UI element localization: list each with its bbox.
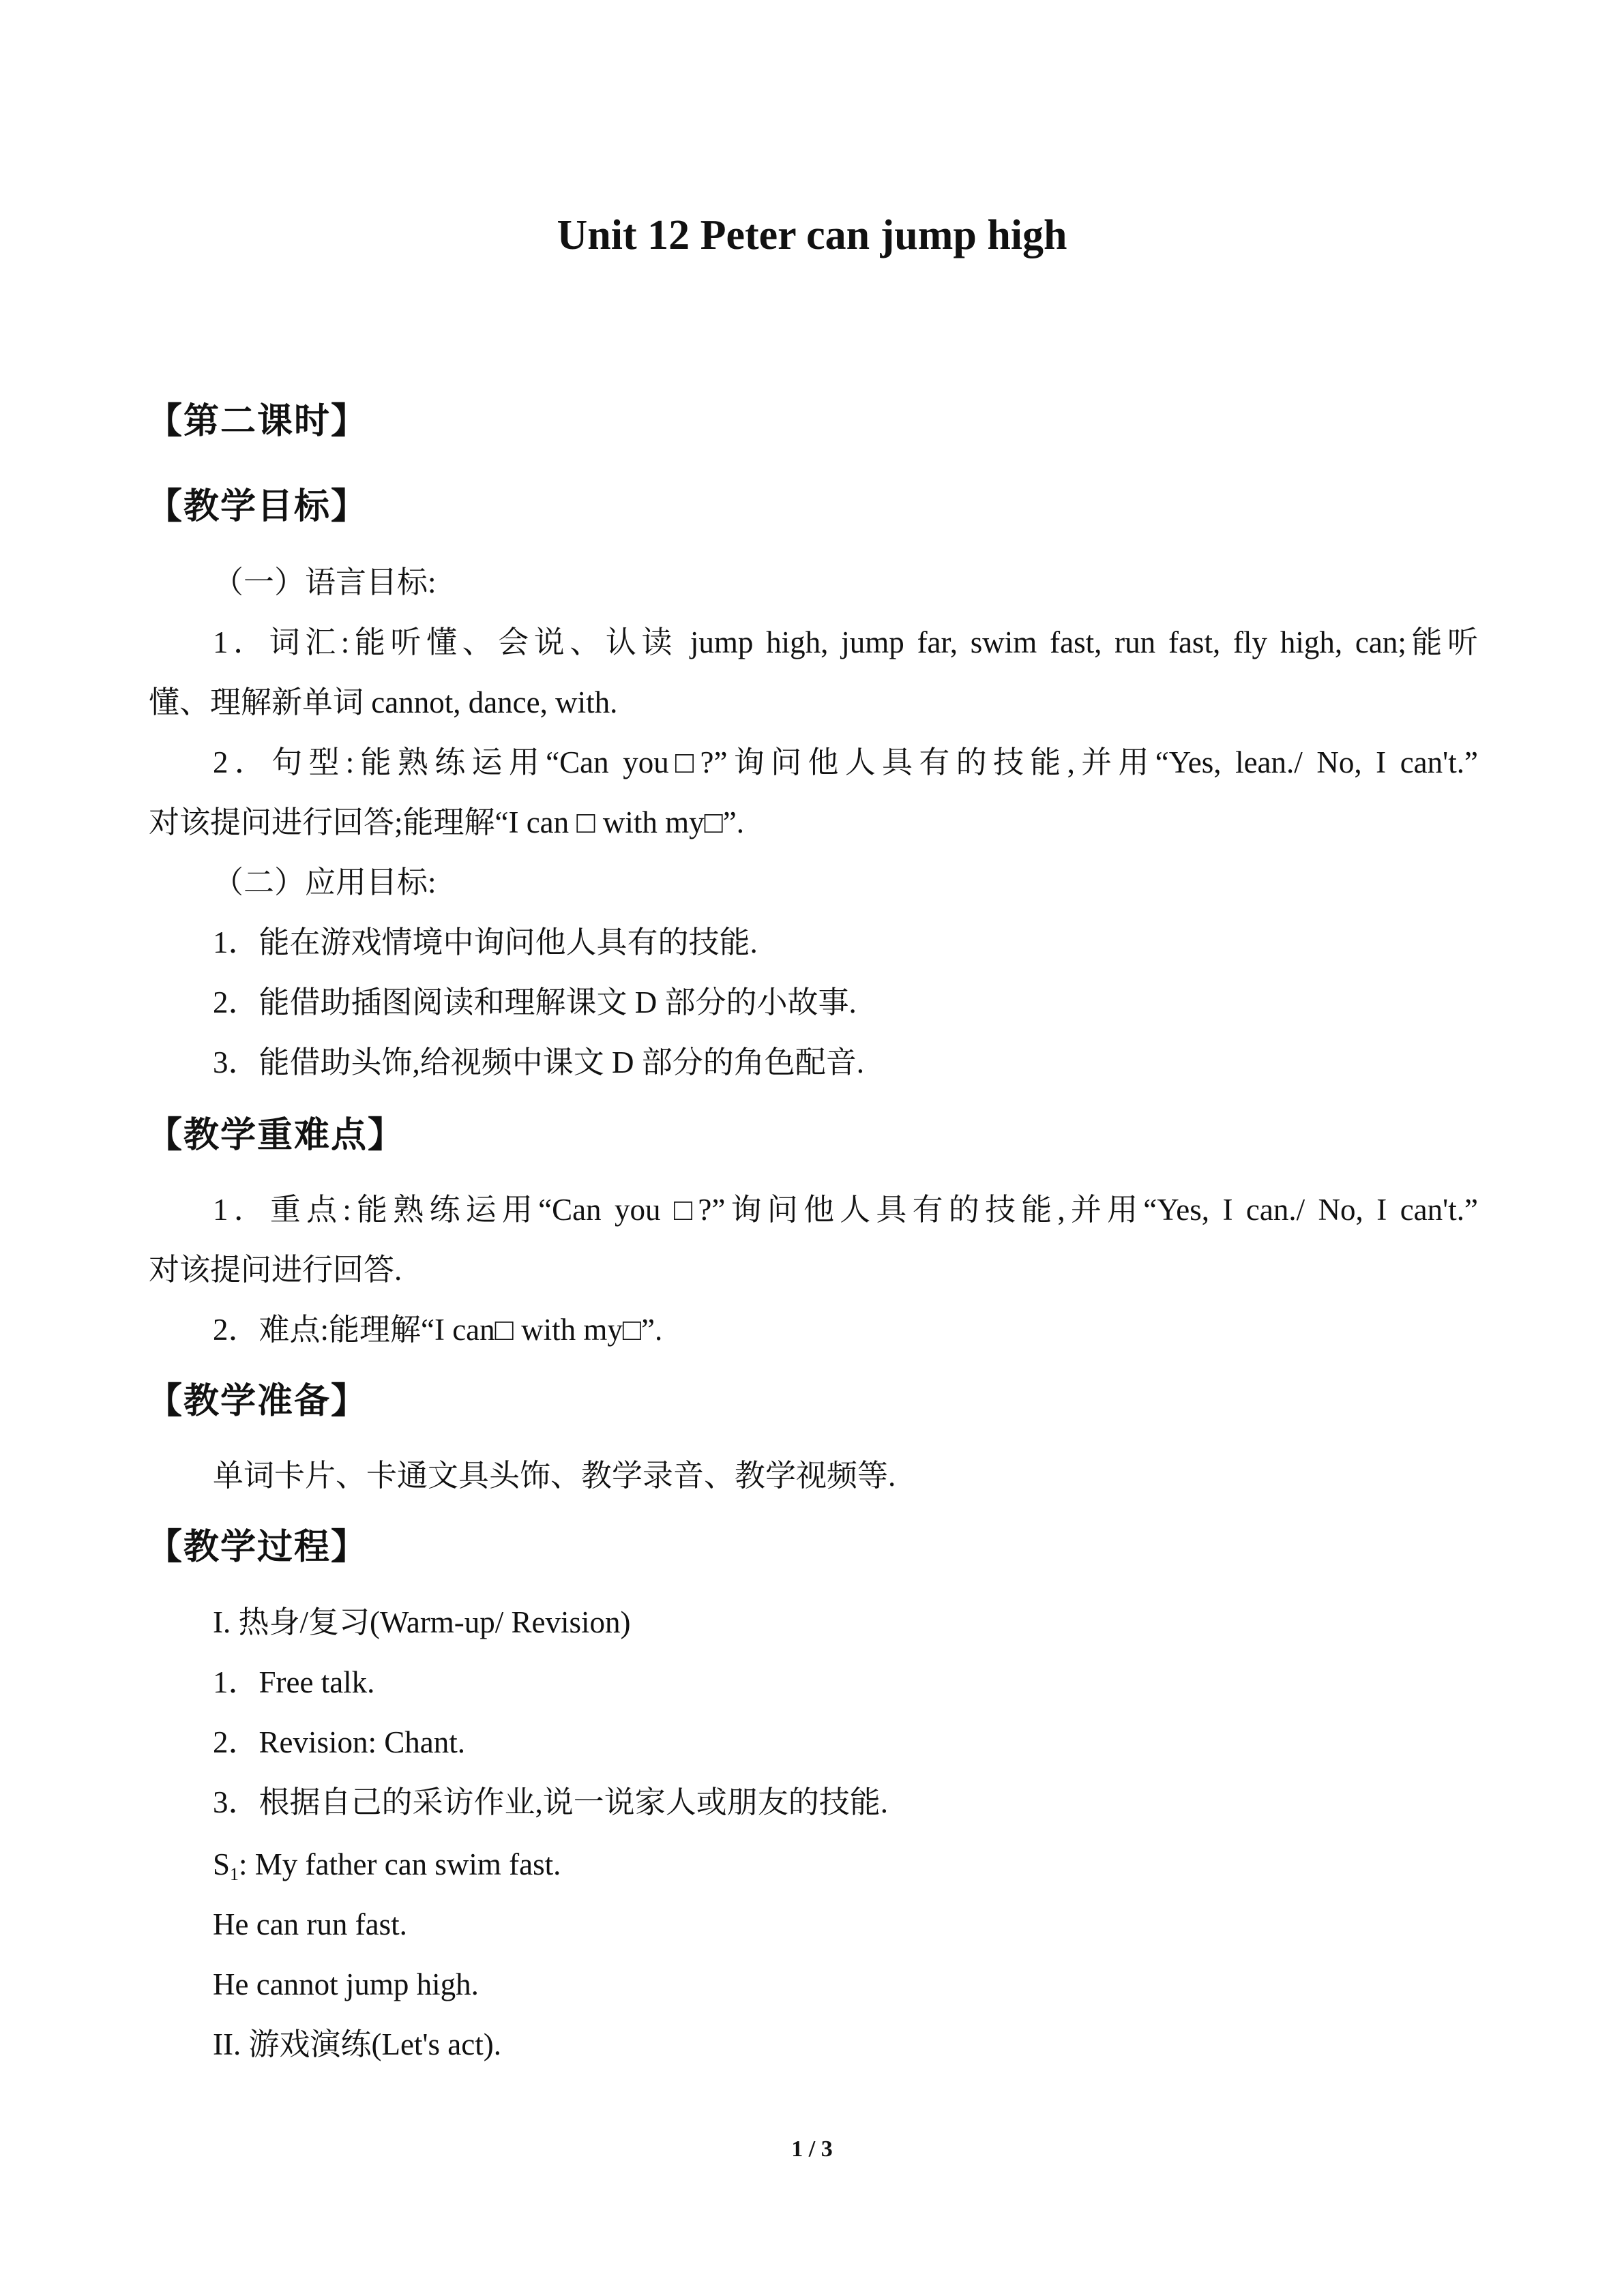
process-line-run: He can run fast.	[213, 1907, 407, 1941]
process-game: II. 游戏演练(Let's act).	[213, 2027, 501, 2061]
objectives-application-1: 1．能在游戏情境中询问他人具有的技能.	[213, 925, 758, 959]
heading-preparation: 【教学准备】	[147, 1381, 368, 1422]
page-title: Unit 12 Peter can jump high	[557, 212, 1067, 258]
page-number: 1 / 3	[791, 2136, 833, 2162]
speaker-text: : My father can swim fast.	[239, 1847, 561, 1881]
objectives-language-heading: （一）语言目标:	[213, 565, 437, 599]
objectives-application-heading: （二）应用目标:	[213, 865, 437, 899]
heading-process: 【教学过程】	[147, 1527, 368, 1568]
objectives-application-2: 2．能借助插图阅读和理解课文 D 部分的小故事.	[213, 985, 857, 1019]
objectives-vocab-line-1: 1．词汇:能听懂、会说、认读 jump high, jump far, swim fast, run fast, fly high, can;能听	[213, 625, 1478, 659]
speaker-label: S	[213, 1847, 231, 1881]
objectives-application-3: 3．能借助头饰,给视频中课文 D 部分的角色配音.	[213, 1045, 864, 1079]
key-point-1-line-1: 1．重点:能熟练运用“Can you □?”询问他人具有的技能,并用“Yes, I can./ No, I can't.”	[213, 1193, 1478, 1227]
process-item-3: 3．根据自己的采访作业,说一说家人或朋友的技能.	[213, 1785, 889, 1819]
process-item-2: 2．Revision: Chant.	[213, 1725, 465, 1759]
process-warmup: I. 热身/复习(Warm-up/ Revision)	[213, 1605, 631, 1639]
objectives-sentence-line-1: 2．句型:能熟练运用“Can you□?”询问他人具有的技能,并用“Yes, lean./ No, I can't.”	[213, 745, 1478, 779]
process-line-jump: He cannot jump high.	[213, 1967, 479, 2001]
preparation-text: 单词卡片、卡通文具头饰、教学录音、教学视频等.	[213, 1459, 896, 1493]
process-s1-line	[213, 1849, 561, 1883]
heading-objectives: 【教学目标】	[147, 486, 368, 527]
process-item-1: 1．Free talk.	[213, 1665, 375, 1699]
key-point-2: 2．难点:能理解“I can□ with my□”.	[213, 1313, 663, 1347]
key-point-1-line-2: 对该提问进行回答.	[149, 1253, 402, 1287]
objectives-vocab-line-2: 懂、理解新单词 cannot, dance, with.	[149, 685, 618, 719]
heading-key-points: 【教学重难点】	[147, 1115, 405, 1156]
objectives-sentence-line-2: 对该提问进行回答;能理解“I can □ with my□”.	[149, 805, 744, 839]
speaker-subscript: 1	[230, 1864, 239, 1884]
heading-lesson: 【第二课时】	[147, 401, 368, 442]
